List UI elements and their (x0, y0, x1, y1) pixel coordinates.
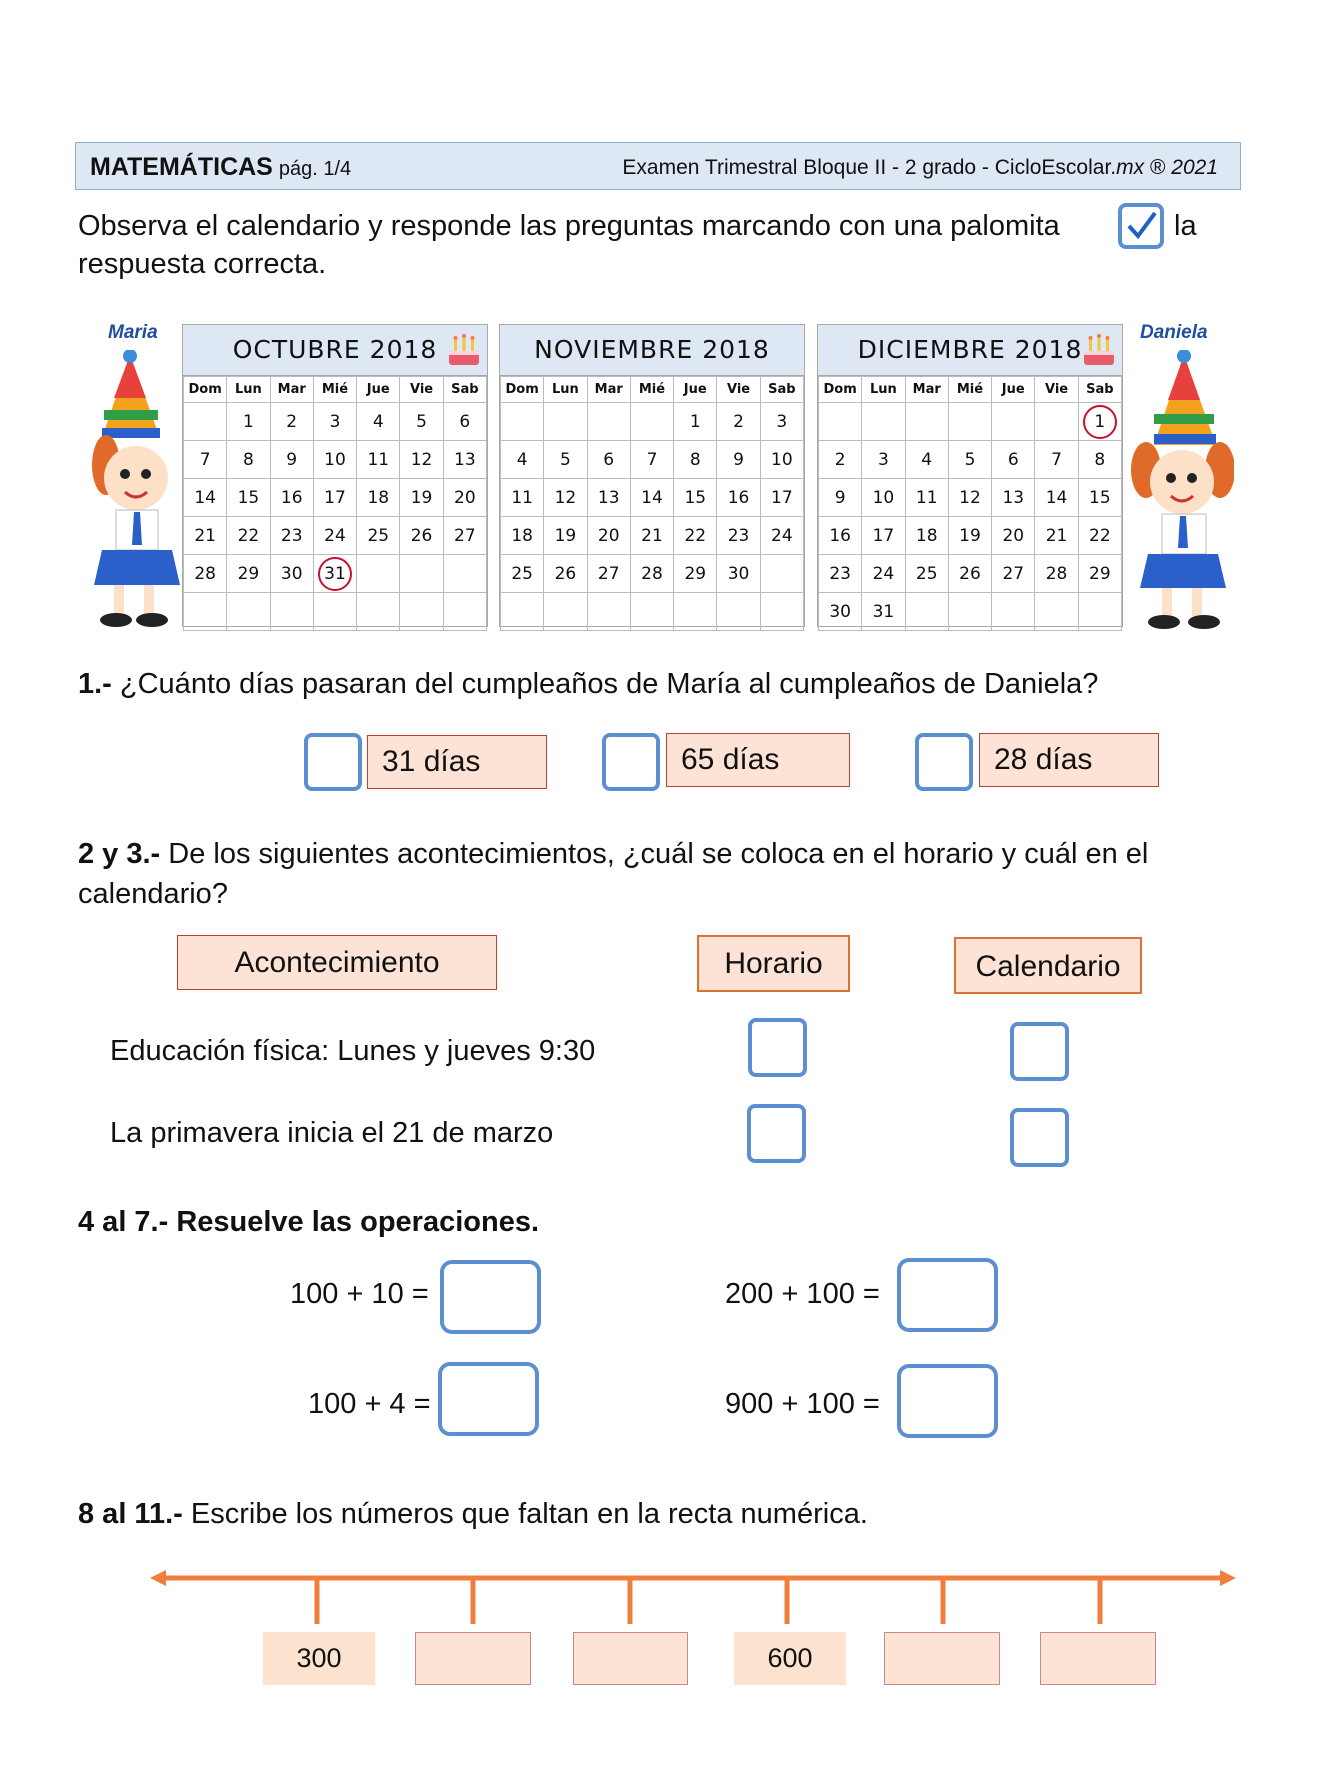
calendar-day (184, 593, 227, 631)
weekday-header: Vie (400, 377, 443, 403)
calendar-day (1035, 403, 1078, 441)
calendar-day (587, 593, 630, 631)
calendar-day: 28 (630, 555, 673, 593)
calendar-grid (818, 376, 1122, 631)
checkmark-icon (1118, 203, 1164, 249)
calendar-day: 30 (819, 593, 862, 631)
event-2-calendario-checkbox[interactable] (1010, 1108, 1069, 1167)
calendar-day (400, 555, 443, 593)
calendar-day: 8 (227, 441, 270, 479)
operation-1: 100 + 10 = (290, 1278, 429, 1310)
calendar-day (760, 555, 803, 593)
calendar-day: 18 (501, 517, 544, 555)
number-line-box-2[interactable] (415, 1632, 531, 1685)
calendar-day: 26 (948, 555, 991, 593)
calendar-day: 3 (862, 441, 905, 479)
calendar-day: 8 (674, 441, 717, 479)
operation-4: 900 + 100 = (725, 1388, 880, 1420)
calendar-week (501, 403, 804, 441)
question-8-11 (78, 1498, 868, 1531)
calendar-day: 15 (1078, 479, 1121, 517)
calendar-day: 4 (357, 403, 400, 441)
exam-info-year: 2021 (1171, 156, 1218, 179)
calendar-week (819, 403, 1122, 441)
calendar-week (184, 479, 487, 517)
calendar-day (357, 555, 400, 593)
weekday-header: Lun (544, 377, 587, 403)
calendar-day: 5 (948, 441, 991, 479)
calendar-day: 17 (760, 479, 803, 517)
exam-info-text: Examen Trimestral Bloque II - 2 grado - CicloEscolar. (622, 156, 1117, 179)
calendar-day: 25 (501, 555, 544, 593)
calendar-day: 12 (544, 479, 587, 517)
calendar-day: 12 (948, 479, 991, 517)
calendar-grid (500, 376, 804, 631)
calendar-title: DICIEMBRE 2018 (818, 325, 1122, 376)
calendar-day (905, 403, 948, 441)
weekday-header: Vie (717, 377, 760, 403)
calendar-day: 30 (270, 555, 313, 593)
weekday-header: Lun (862, 377, 905, 403)
weekday-header: Mié (948, 377, 991, 403)
calendar-day: 8 (1078, 441, 1121, 479)
calendar-day: 13 (992, 479, 1035, 517)
weekday-header: Dom (184, 377, 227, 403)
event-1-calendario-checkbox[interactable] (1010, 1022, 1069, 1081)
operation-2-answer[interactable] (897, 1258, 998, 1332)
calendar-day: 19 (948, 517, 991, 555)
calendar-day (630, 593, 673, 631)
calendar-day: 11 (501, 479, 544, 517)
question-8-11-text: Escribe los números que faltan en la recta numérica. (182, 1498, 868, 1530)
birthday-cake-icon (1080, 331, 1118, 369)
event-2-text: La primavera inicia el 21 de marzo (110, 1117, 554, 1149)
calendar-day: 17 (313, 479, 356, 517)
calendar-day: 4 (501, 441, 544, 479)
calendar-day (1035, 593, 1078, 631)
calendar-day: 24 (862, 555, 905, 593)
question-2-3-number: 2 y 3.- (78, 838, 161, 870)
calendar-day (227, 593, 270, 631)
event-1-horario-checkbox[interactable] (748, 1018, 807, 1077)
girl-maria-illustration (80, 350, 180, 640)
calendar-day: 17 (862, 517, 905, 555)
column-header-horario: Horario (697, 935, 850, 992)
q1-option-2-label: 65 días (666, 733, 850, 787)
calendar-week (819, 479, 1122, 517)
circled-birthday-day: 31 (318, 557, 352, 591)
weekday-header: Dom (501, 377, 544, 403)
calendar-week (819, 517, 1122, 555)
calendar-day: 21 (184, 517, 227, 555)
calendar-day (501, 403, 544, 441)
calendar-week (184, 517, 487, 555)
girl-daniela-illustration (1124, 350, 1234, 640)
calendar-day (948, 403, 991, 441)
calendar-day (357, 593, 400, 631)
calendar-day: 2 (270, 403, 313, 441)
calendar-day: 20 (587, 517, 630, 555)
calendar-day: 29 (674, 555, 717, 593)
calendar-day: 10 (760, 441, 803, 479)
calendar-day: 29 (227, 555, 270, 593)
calendar-day: 16 (717, 479, 760, 517)
weekday-header: Sab (443, 377, 486, 403)
calendar-day: 25 (357, 517, 400, 555)
calendar-day (905, 593, 948, 631)
calendar-day: 21 (630, 517, 673, 555)
question-8-11-number: 8 al 11.- (78, 1498, 183, 1530)
calendar-day: 13 (587, 479, 630, 517)
q1-option-1-label: 31 días (367, 735, 547, 789)
calendar-day: 14 (630, 479, 673, 517)
weekday-header: Sab (760, 377, 803, 403)
calendar-day: 23 (819, 555, 862, 593)
calendar-day: 26 (544, 555, 587, 593)
calendar-day: 28 (1035, 555, 1078, 593)
calendar-day: 21 (1035, 517, 1078, 555)
calendar-day: 22 (674, 517, 717, 555)
calendar-day: 6 (443, 403, 486, 441)
calendar-week (501, 517, 804, 555)
number-line-box-1: 300 (263, 1632, 375, 1685)
calendar-day: 14 (1035, 479, 1078, 517)
calendar-day (819, 403, 862, 441)
calendar-day: 14 (184, 479, 227, 517)
calendar-october (182, 324, 488, 627)
calendar-day (400, 593, 443, 631)
calendar-week (819, 555, 1122, 593)
calendar-day: 2 (717, 403, 760, 441)
calendar-day (270, 593, 313, 631)
calendar-day: 2 (819, 441, 862, 479)
weekday-header: Mar (587, 377, 630, 403)
calendar-day: 3 (760, 403, 803, 441)
calendar-day: 19 (544, 517, 587, 555)
operation-3: 100 + 4 = (308, 1388, 431, 1420)
question-4-7-title: 4 al 7.- Resuelve las operaciones. (78, 1206, 540, 1238)
calendar-day: 24 (313, 517, 356, 555)
calendar-day (992, 403, 1035, 441)
calendar-day: 28 (184, 555, 227, 593)
calendar-day: 18 (357, 479, 400, 517)
weekday-header: Sab (1078, 377, 1121, 403)
question-1-number: 1.- (78, 668, 112, 700)
operation-4-answer[interactable] (897, 1364, 998, 1438)
q1-option-3-label: 28 días (979, 733, 1159, 787)
question-2-3-text-line2: calendario? (78, 878, 228, 910)
calendar-december (817, 324, 1123, 627)
intro-word-after: la (1174, 210, 1197, 242)
question-2-3 (78, 838, 1148, 871)
exam-info-domain: mx (1116, 156, 1145, 179)
calendar-day: 3 (313, 403, 356, 441)
calendar-day: 19 (400, 479, 443, 517)
calendar-week (501, 479, 804, 517)
calendar-day: 30 (717, 555, 760, 593)
calendar-day: 24 (760, 517, 803, 555)
calendar-week (184, 441, 487, 479)
calendar-week (501, 555, 804, 593)
question-1 (78, 668, 1098, 701)
calendar-day: 6 (992, 441, 1035, 479)
calendar-day: 7 (630, 441, 673, 479)
number-line-box-3[interactable] (573, 1632, 688, 1685)
calendar-day: 9 (717, 441, 760, 479)
calendar-day: 18 (905, 517, 948, 555)
calendar-day: 11 (905, 479, 948, 517)
number-line (148, 1560, 1238, 1640)
calendar-day: 5 (544, 441, 587, 479)
calendar-day: 6 (587, 441, 630, 479)
calendar-day: 31 (862, 593, 905, 631)
intro-text: Observa el calendario y responde las preguntas marcando con una palomita (78, 210, 1060, 242)
calendar-day (1078, 593, 1121, 631)
calendar-november (499, 324, 805, 627)
calendar-day (313, 555, 356, 593)
number-line-box-6[interactable] (1040, 1632, 1156, 1685)
weekday-header: Mar (905, 377, 948, 403)
exam-info-reg: ® (1144, 156, 1172, 179)
q1-option-1-checkbox[interactable] (304, 733, 362, 791)
subject-label: MATEMÁTICAS (90, 153, 273, 181)
calendar-grid (183, 376, 487, 631)
calendar-week (184, 593, 487, 631)
operation-3-answer[interactable] (438, 1362, 539, 1436)
calendar-week (501, 441, 804, 479)
calendar-day: 23 (270, 517, 313, 555)
calendar-day (948, 593, 991, 631)
weekday-header: Lun (227, 377, 270, 403)
calendar-day (862, 403, 905, 441)
calendar-week (819, 593, 1122, 631)
operation-1-answer[interactable] (440, 1260, 541, 1334)
calendar-week (184, 403, 487, 441)
calendar-day (184, 403, 227, 441)
calendar-day (443, 593, 486, 631)
column-header-calendario: Calendario (954, 937, 1142, 994)
weekday-header: Jue (357, 377, 400, 403)
calendar-day: 15 (227, 479, 270, 517)
birthday-cake-icon (445, 331, 483, 369)
subject-title (90, 153, 351, 182)
weekday-header: Mar (270, 377, 313, 403)
calendar-week (501, 593, 804, 631)
calendar-day: 13 (443, 441, 486, 479)
weekday-header: Jue (674, 377, 717, 403)
event-2-horario-checkbox[interactable] (747, 1104, 806, 1163)
calendar-day (992, 593, 1035, 631)
calendar-day (313, 593, 356, 631)
calendar-day (587, 403, 630, 441)
calendar-day: 27 (587, 555, 630, 593)
calendar-day: 20 (443, 479, 486, 517)
weekday-header: Mié (630, 377, 673, 403)
number-line-box-4: 600 (734, 1632, 846, 1685)
calendar-day (501, 593, 544, 631)
weekday-header: Mié (313, 377, 356, 403)
calendar-day: 27 (443, 517, 486, 555)
event-1-text: Educación física: Lunes y jueves 9:30 (110, 1035, 596, 1067)
calendar-day: 25 (905, 555, 948, 593)
weekday-header: Dom (819, 377, 862, 403)
calendar-title: OCTUBRE 2018 (183, 325, 487, 376)
intro-line2: respuesta correcta. (78, 248, 327, 280)
calendar-day (717, 593, 760, 631)
calendar-week (819, 441, 1122, 479)
calendar-week (184, 555, 487, 593)
number-line-box-5[interactable] (884, 1632, 1000, 1685)
calendar-day: 5 (400, 403, 443, 441)
question-2-3-text: De los siguientes acontecimientos, ¿cuál se coloca en el horario y cuál en el (160, 838, 1149, 870)
calendar-day: 4 (905, 441, 948, 479)
calendar-day (630, 403, 673, 441)
calendar-day: 26 (400, 517, 443, 555)
calendar-day: 16 (819, 517, 862, 555)
question-1-text: ¿Cuánto días pasaran del cumpleaños de María al cumpleaños de Daniela? (111, 668, 1099, 700)
calendar-day: 7 (184, 441, 227, 479)
calendar-day: 23 (717, 517, 760, 555)
intro-line1 (78, 208, 1060, 245)
calendar-day: 27 (992, 555, 1035, 593)
calendar-day: 7 (1035, 441, 1078, 479)
exam-info (622, 156, 1218, 180)
calendar-day: 1 (674, 403, 717, 441)
calendar-day (544, 403, 587, 441)
calendar-day (1078, 403, 1121, 441)
calendar-day: 9 (270, 441, 313, 479)
calendar-day: 16 (270, 479, 313, 517)
calendar-day: 10 (862, 479, 905, 517)
calendar-day: 29 (1078, 555, 1121, 593)
operation-2: 200 + 100 = (725, 1278, 880, 1310)
calendar-day: 9 (819, 479, 862, 517)
weekday-header: Jue (992, 377, 1035, 403)
calendar-day: 12 (400, 441, 443, 479)
circled-birthday-day: 1 (1083, 405, 1117, 439)
calendar-day (760, 593, 803, 631)
weekday-header: Vie (1035, 377, 1078, 403)
calendar-day (674, 593, 717, 631)
calendar-day (544, 593, 587, 631)
header-bar (75, 142, 1241, 190)
calendar-day: 22 (1078, 517, 1121, 555)
column-header-event: Acontecimiento (177, 935, 497, 990)
calendar-day: 11 (357, 441, 400, 479)
calendar-day: 10 (313, 441, 356, 479)
calendar-title: NOVIEMBRE 2018 (500, 325, 804, 376)
calendar-day (443, 555, 486, 593)
q1-option-3-checkbox[interactable] (915, 733, 973, 791)
name-maria: Maria (108, 322, 158, 343)
name-daniela: Daniela (1140, 322, 1208, 343)
q1-option-2-checkbox[interactable] (602, 733, 660, 791)
calendar-day: 20 (992, 517, 1035, 555)
calendar-day: 22 (227, 517, 270, 555)
calendar-day: 1 (227, 403, 270, 441)
calendar-day: 15 (674, 479, 717, 517)
page-number: pág. 1/4 (278, 158, 352, 180)
